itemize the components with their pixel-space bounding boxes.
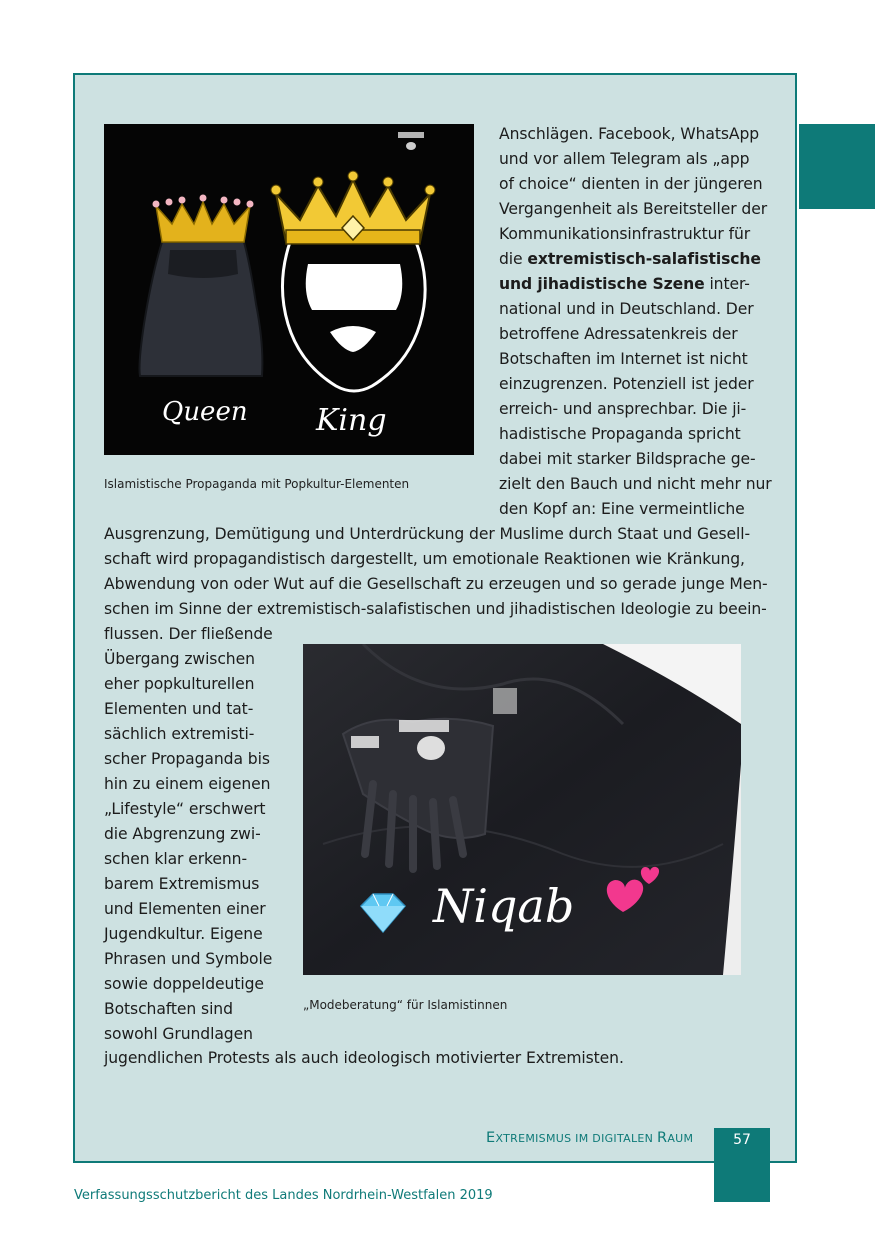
title-fragment: XTREMISMUS IM DIGITALEN bbox=[495, 1132, 657, 1145]
text-line: flussen. Der fließende bbox=[104, 625, 273, 643]
text-line: einzugrenzen. Potenziell ist jeder bbox=[499, 375, 754, 393]
left-column-text bbox=[104, 622, 273, 1047]
section-title bbox=[486, 1130, 693, 1146]
full-width-text bbox=[104, 522, 768, 622]
text-line: schaft wird propagandistisch dargestellt, um emotionale Reaktionen wie Kränkung, bbox=[104, 550, 745, 568]
right-column-text bbox=[499, 122, 772, 522]
bold-term: extremistisch-salafistische bbox=[527, 250, 761, 268]
text-line: „Lifestyle“ erschwert bbox=[104, 800, 266, 818]
text-line: Botschaften im Internet ist nicht bbox=[499, 350, 748, 368]
text-line: sächlich extremisti- bbox=[104, 725, 255, 743]
text-line: und Elementen einer bbox=[104, 900, 266, 918]
page-number: 57 bbox=[714, 1128, 770, 1202]
text-line: schen klar erkenn- bbox=[104, 850, 247, 868]
text-line: hadistische Propaganda spricht bbox=[499, 425, 741, 443]
text-line: Jugendkultur. Eigene bbox=[104, 925, 263, 943]
closing-text bbox=[104, 1046, 624, 1071]
text-line-bold-2 bbox=[499, 272, 772, 297]
text-line-bold-1 bbox=[499, 247, 772, 272]
text-line: of choice“ dienten in der jüngeren bbox=[499, 175, 763, 193]
bold-term: und jihadistische Szene bbox=[499, 275, 705, 293]
text-fragment: die bbox=[499, 250, 528, 268]
text-line: Vergangenheit als Bereitsteller der bbox=[499, 200, 768, 218]
king-figure-icon bbox=[271, 171, 435, 391]
text-line: barem Extremismus bbox=[104, 875, 260, 893]
text-line: und vor allem Telegram als „app bbox=[499, 150, 750, 168]
text-line: Botschaften sind bbox=[104, 1000, 233, 1018]
text-line: betroffene Adressatenkreis der bbox=[499, 325, 738, 343]
queen-figure-icon bbox=[140, 195, 263, 377]
title-initial: E bbox=[486, 1130, 496, 1146]
text-line: zielt den Bauch und nicht mehr nur bbox=[499, 475, 772, 493]
side-tab-marker bbox=[799, 124, 875, 209]
image2-caption: „Modeberatung“ für Islamistinnen bbox=[303, 998, 508, 1012]
niqab-photo-illustration bbox=[303, 644, 741, 975]
text-line: scher Propaganda bis bbox=[104, 750, 270, 768]
niqab-label: Niqab bbox=[433, 879, 575, 933]
title-fragment: AUM bbox=[667, 1132, 694, 1145]
text-line: eher popkulturellen bbox=[104, 675, 255, 693]
queen-label: Queen bbox=[162, 397, 248, 427]
text-line: sowohl Grundlagen bbox=[104, 1025, 253, 1043]
text-line: national und in Deutschland. Der bbox=[499, 300, 754, 318]
king-label: King bbox=[316, 403, 387, 438]
text-line: Ausgrenzung, Demütigung und Unterdrückung der Muslime durch Staat und Gesell- bbox=[104, 525, 751, 543]
text-line: Phrasen und Symbole bbox=[104, 950, 273, 968]
text-line: jugendlichen Protests als auch ideologisch motivierter Extremisten. bbox=[104, 1049, 624, 1067]
text-line: hin zu einem eigenen bbox=[104, 775, 271, 793]
text-line: den Kopf an: Eine vermeintliche bbox=[499, 500, 745, 518]
text-line: dabei mit starker Bildsprache ge- bbox=[499, 450, 756, 468]
text-fragment: inter- bbox=[704, 275, 750, 293]
title-initial: R bbox=[656, 1130, 668, 1146]
text-line: Kommunikationsinfrastruktur für bbox=[499, 225, 751, 243]
text-line: sowie doppeldeutige bbox=[104, 975, 264, 993]
text-line: die Abgrenzung zwi- bbox=[104, 825, 261, 843]
text-line: Elementen und tat- bbox=[104, 700, 254, 718]
text-line: erreich- und ansprechbar. Die ji- bbox=[499, 400, 747, 418]
propaganda-image-niqab bbox=[303, 644, 741, 975]
text-line: Übergang zwischen bbox=[104, 650, 255, 668]
queen-king-illustration bbox=[104, 124, 474, 455]
crown-patch-icon bbox=[493, 688, 517, 714]
small-flag-logo-icon bbox=[398, 132, 424, 150]
propaganda-image-queen-king bbox=[104, 124, 474, 455]
text-line: Abwendung von oder Wut auf die Gesellschaft zu erzeugen und so gerade junge Men- bbox=[104, 575, 768, 593]
report-title: Verfassungsschutzbericht des Landes Nordrhein-Westfalen 2019 bbox=[74, 1188, 493, 1203]
text-line: schen im Sinne der extremistisch-salafistischen und jihadistischen Ideologie zu beein- bbox=[104, 600, 767, 618]
text-line: Anschlägen. Facebook, WhatsApp bbox=[499, 125, 760, 143]
image1-caption: Islamistische Propaganda mit Popkultur-Elementen bbox=[104, 477, 410, 491]
